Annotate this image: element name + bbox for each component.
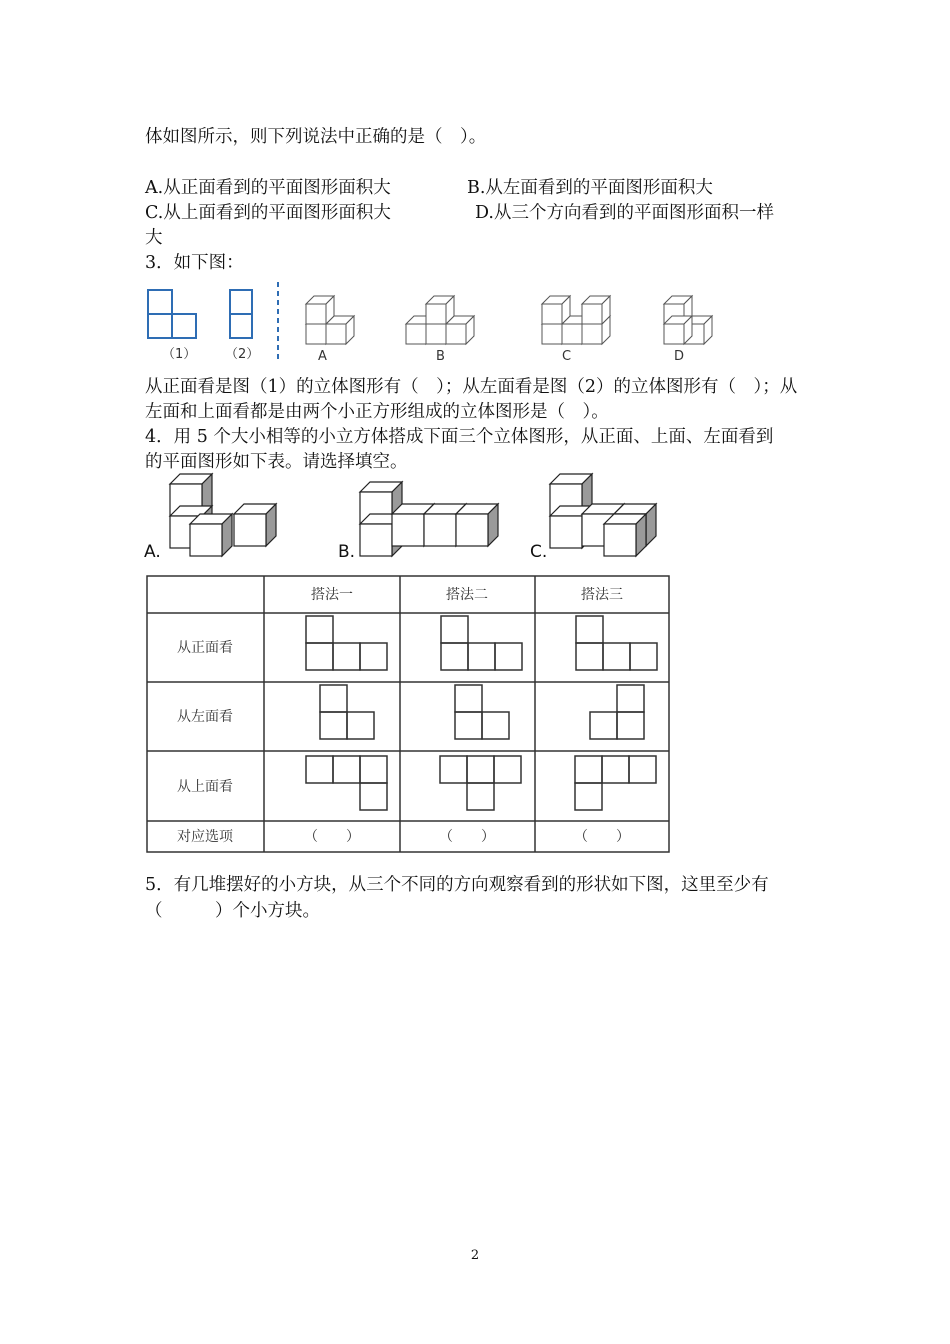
page-number: 2 <box>470 1248 480 1263</box>
q4-label-b: B. <box>338 542 356 562</box>
q3-view-2-squares <box>230 290 252 338</box>
top-view-2 <box>440 756 521 810</box>
q3-label-d: D <box>674 349 685 364</box>
q3-view-1-squares <box>148 290 196 338</box>
table-answer-3: （ ） <box>574 829 630 845</box>
q3-text-1: 从正面看是图（1）的立体图形有（ ）；从左面看是图（2）的立体图形有（ ）；从 <box>145 377 798 397</box>
q3-label-2: （2） <box>225 347 260 362</box>
q4-label-a: A. <box>144 542 161 562</box>
q3-label-1: （1） <box>162 347 197 362</box>
q5-text-1: 5．有几堆摆好的小方块，从三个不同的方向观察看到的形状如下图，这里至少有 <box>145 875 769 895</box>
q2-option-d: D.从三个方向看到的平面图形面积一样 <box>475 203 774 223</box>
q2-option-d-wrap: 大 <box>145 228 163 248</box>
q3-text-2: 左面和上面看都是由两个小正方形组成的立体图形是（ ）。 <box>145 402 609 422</box>
q4-solid-a <box>170 474 276 556</box>
table-answer-1: （ ） <box>304 829 360 845</box>
left-view-3 <box>590 685 644 739</box>
q2-option-c: C.从上面看到的平面图形面积大 <box>145 203 391 223</box>
table-row-front: 从正面看 <box>177 640 233 656</box>
front-view-3 <box>576 616 657 670</box>
q4-text-1: 4．用 5 个大小相等的小立方体搭成下面三个立体图形，从正面、上面、左面看到 <box>145 427 774 447</box>
left-view-2 <box>455 685 509 739</box>
front-view-2 <box>441 616 522 670</box>
q3-solid-d <box>664 296 712 344</box>
table-row-left: 从左面看 <box>177 709 233 725</box>
table-header-method-2: 搭法二 <box>446 587 488 603</box>
table-header-method-3: 搭法三 <box>581 587 623 603</box>
q3-solid-a <box>306 296 354 344</box>
q3-heading: 3．如下图： <box>145 253 244 273</box>
q4-label-c: C. <box>530 542 548 562</box>
table-answer-2: （ ） <box>439 829 495 845</box>
q5-text-2: （ ）个小方块。 <box>145 901 320 921</box>
q4-views-table <box>146 575 670 853</box>
left-view-1 <box>320 685 374 739</box>
q4-solid-b <box>360 482 498 556</box>
q3-label-b: B <box>436 349 445 364</box>
q3-solid-c <box>542 296 610 344</box>
table-row-top: 从上面看 <box>177 779 233 795</box>
top-view-3 <box>575 756 656 810</box>
q2-option-a: A.从正面看到的平面图形面积大 <box>145 178 391 198</box>
q2-option-b: B.从左面看到的平面图形面积大 <box>467 178 713 198</box>
q2-stem-tail: 体如图所示，则下列说法中正确的是（ ）。 <box>145 127 487 147</box>
q3-label-c: C <box>562 349 572 364</box>
q3-figure <box>140 282 730 364</box>
q4-solid-c <box>550 474 656 556</box>
top-view-1 <box>306 756 387 810</box>
front-view-1 <box>306 616 387 670</box>
q4-solids <box>140 470 680 566</box>
table-row-answer: 对应选项 <box>177 829 233 845</box>
q4-text-2: 的平面图形如下表。请选择填空。 <box>145 452 408 472</box>
q3-label-a: A <box>318 349 327 364</box>
table-header-method-1: 搭法一 <box>311 587 353 603</box>
q3-solid-b <box>406 296 474 344</box>
